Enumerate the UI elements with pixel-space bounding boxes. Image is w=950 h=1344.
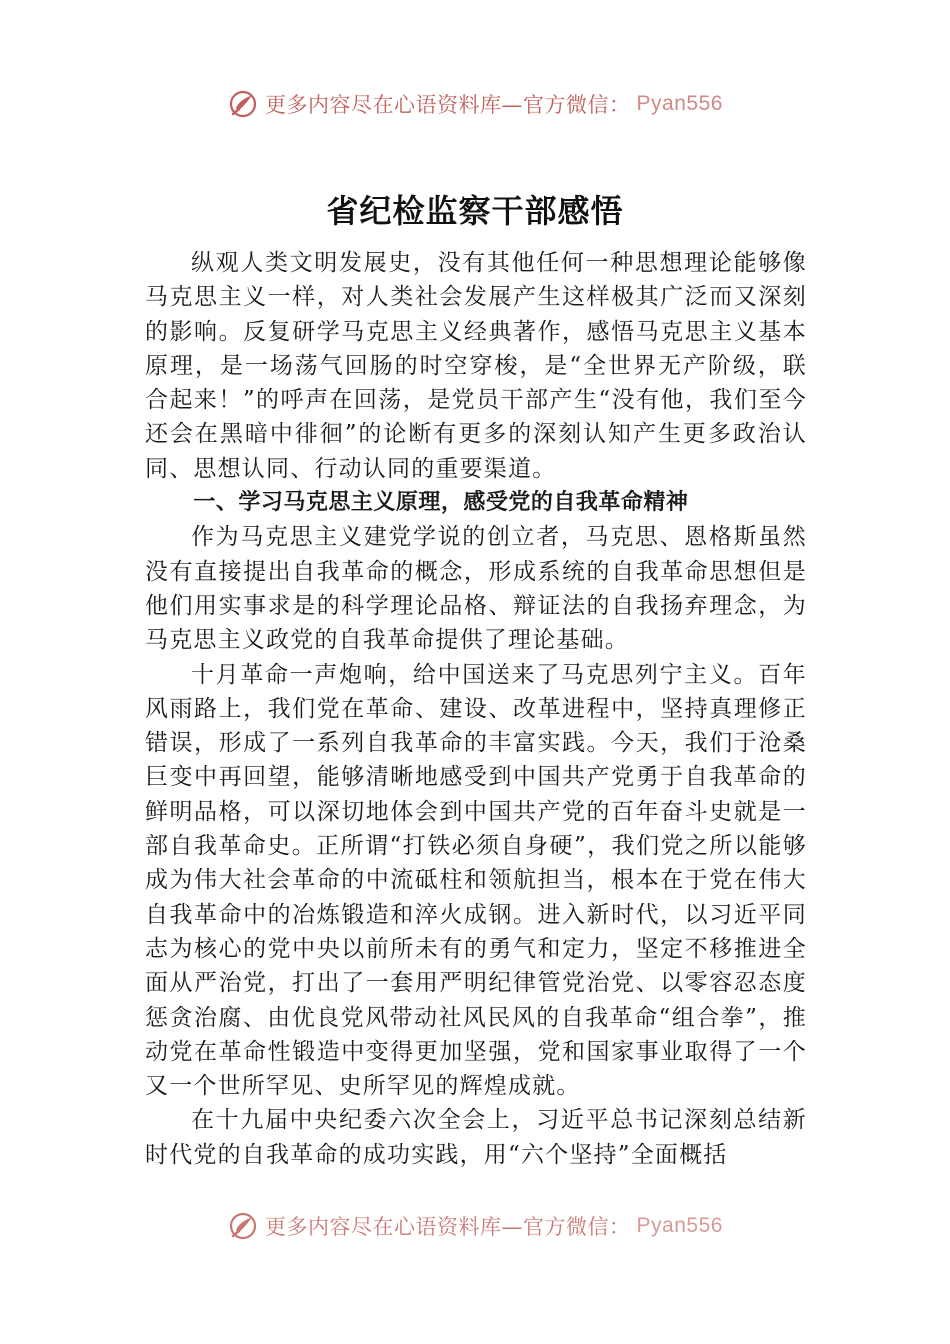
watermark-header [0, 84, 950, 124]
watermark-footer [0, 1206, 950, 1246]
section-heading: 一、学习马克思主义原理，感受党的自我革命精神 [193, 490, 689, 516]
brush-logo-icon [227, 88, 259, 120]
watermark-text: 更多内容尽在心语资料库—官方微信： [265, 1215, 631, 1239]
paragraph: 在十九届中央纪委六次全会上，习近平总书记深刻总结新时代党的自我革命的成功实践，用“六个坚持”全面概括 [145, 1107, 807, 1168]
watermark-text: 更多内容尽在心语资料库—官方微信： [265, 93, 631, 117]
paragraph: 作为马克思主义建党学说的创立者，马克思、恩格斯虽然没有直接提出自我革命的概念，形成系统的自我革命思想但是他们用实事求是的科学理论品格、辩证法的自我扬弃理念，为马克思主义政党的自我革命提供了理论基础。 [145, 524, 807, 654]
paragraph: 十月革命一声炮响，给中国送来了马克思列宁主义。百年风雨路上，我们党在革命、建设、改革进程中，坚持真理修正错误，形成了一系列自我革命的丰富实践。今天，我们于沧桑巨变中再回望，能够清晰地感受到中国共产党勇于自我革命的鲜明品格，可以深切地体会到中国共产党的百年奋斗史就是一部自我革命史。正所谓“打铁必须自身硬”，我们党之所以能够成为伟大社会革命的中流砥柱和领航担当，根本在于党在伟大自我革命中的冶炼锻造和淬火成钢。进入新时代，以习近平同志为核心的党中央以前所未有的勇气和定力，坚定不移推进全面从严治党，打出了一套用严明纪律管党治党、以零容忍态度惩贪治腐、由优良党风带动社风民风的自我革命“组合拳”，推动党在革命性锻造中变得更加坚强，党和国家事业取得了一个又一个世所罕见、史所罕见的辉煌成就。 [145, 661, 807, 1100]
document-body [145, 246, 807, 1172]
document-title: 省纪检监察干部感悟 [326, 192, 624, 230]
paragraph: 纵观人类文明发展史，没有其他任何一种思想理论能够像马克思主义一样，对人类社会发展产生这样极其广泛而又深刻的影响。反复研学马克思主义经典著作，感悟马克思主义基本原理，是一场荡气回肠的时空穿梭，是“全世界无产阶级，联合起来！”的呼声在回荡，是党员干部产生“没有他，我们至今还会在黑暗中徘徊”的论断有更多的深刻认知产生更多政治认同、思想认同、行动认同的重要渠道。 [145, 250, 807, 482]
watermark-wechat-id: Pyan556 [636, 92, 723, 115]
watermark-wechat-id: Pyan556 [636, 1214, 723, 1237]
brush-logo-icon [227, 1210, 259, 1242]
